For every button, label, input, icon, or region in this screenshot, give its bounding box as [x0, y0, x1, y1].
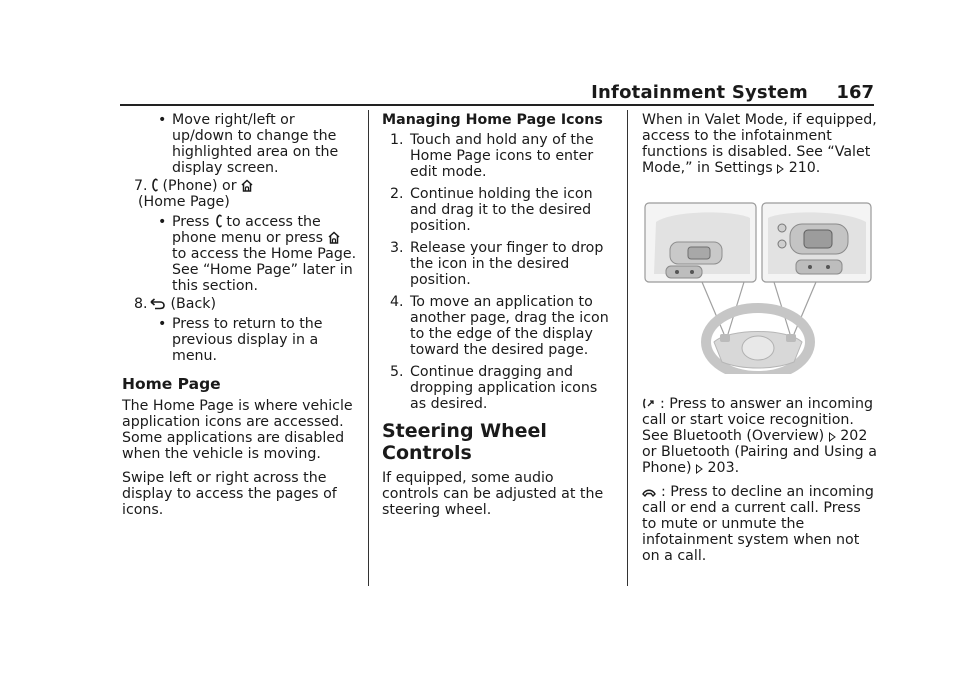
back-arrow-icon	[150, 298, 166, 310]
heading-steering-wheel-controls: Steering Wheel Controls	[382, 420, 547, 464]
item-8: 8. (Back)	[134, 296, 217, 312]
voice-call-icon	[642, 397, 655, 410]
column-divider-2	[627, 110, 628, 586]
phone-icon	[214, 214, 222, 228]
heading-home-page: Home Page	[122, 375, 221, 393]
page-ref-icon	[696, 464, 703, 474]
header-rule	[120, 104, 874, 106]
bullet-move: • Move right/left or up/down to change the highlighted area on the display screen.	[122, 112, 358, 176]
heading-managing-icons: Managing Home Page Icons	[382, 112, 603, 128]
column-3-lower	[642, 396, 878, 572]
home-page-paragraph-2: Swipe left or right across the display to access the pages of icons.	[122, 470, 337, 518]
column-1	[122, 112, 358, 526]
home-page-paragraph-1: The Home Page is where vehicle application icons are accessed. Some applications are disabled when the vehicle is moving.	[122, 398, 353, 462]
column-2	[382, 112, 612, 526]
step-1: 1. Touch and hold any of the Home Page icons to enter edit mode.	[390, 132, 594, 180]
hang-up-icon	[642, 487, 656, 498]
step-2: 2. Continue holding the icon and drag it to the desired position.	[390, 186, 593, 234]
valet-paragraph: When in Valet Mode, if equipped, access to the infotainment functions is disabled. See “Valet Mode,” in Settings 210.	[642, 112, 877, 176]
page-ref-icon	[829, 432, 836, 442]
section-title: Infotainment System	[591, 82, 808, 103]
bullet-press: • Press to access the phone menu or press to access the Home Page. See “Home Page” later in this section.	[122, 214, 358, 294]
step-4: 4. To move an application to another page, drag the icon to the edge of the display toward the desired page.	[390, 294, 609, 358]
step-5: 5. Continue dragging and dropping application icons as desired.	[390, 364, 598, 412]
page-number: 167	[836, 82, 874, 103]
decline-paragraph: : Press to decline an incoming call or end a current call. Press to mute or unmute the infotainment system when not on a call.	[642, 484, 874, 564]
answer-paragraph: : Press to answer an incoming call or start voice recognition. See Bluetooth (Overview) 202 or Bluetooth (Pairing and Using a Phone) 203.	[642, 396, 877, 476]
steering-paragraph: If equipped, some audio controls can be adjusted at the steering wheel.	[382, 470, 604, 518]
steering-wheel-controls-illustration	[644, 202, 872, 374]
page-header	[120, 80, 874, 104]
home-icon	[328, 231, 340, 244]
steps-list	[382, 132, 612, 412]
item-7: 7. (Phone) or (Home Page)	[122, 178, 358, 210]
home-icon	[241, 179, 253, 192]
step-3: 3. Release your finger to drop the icon in the desired position.	[390, 240, 604, 288]
column-3	[642, 112, 878, 184]
column-divider-1	[368, 110, 369, 586]
phone-icon	[150, 178, 158, 192]
page-ref-icon	[777, 164, 784, 174]
bullet-return: • Press to return to the previous display in a menu.	[122, 316, 358, 364]
